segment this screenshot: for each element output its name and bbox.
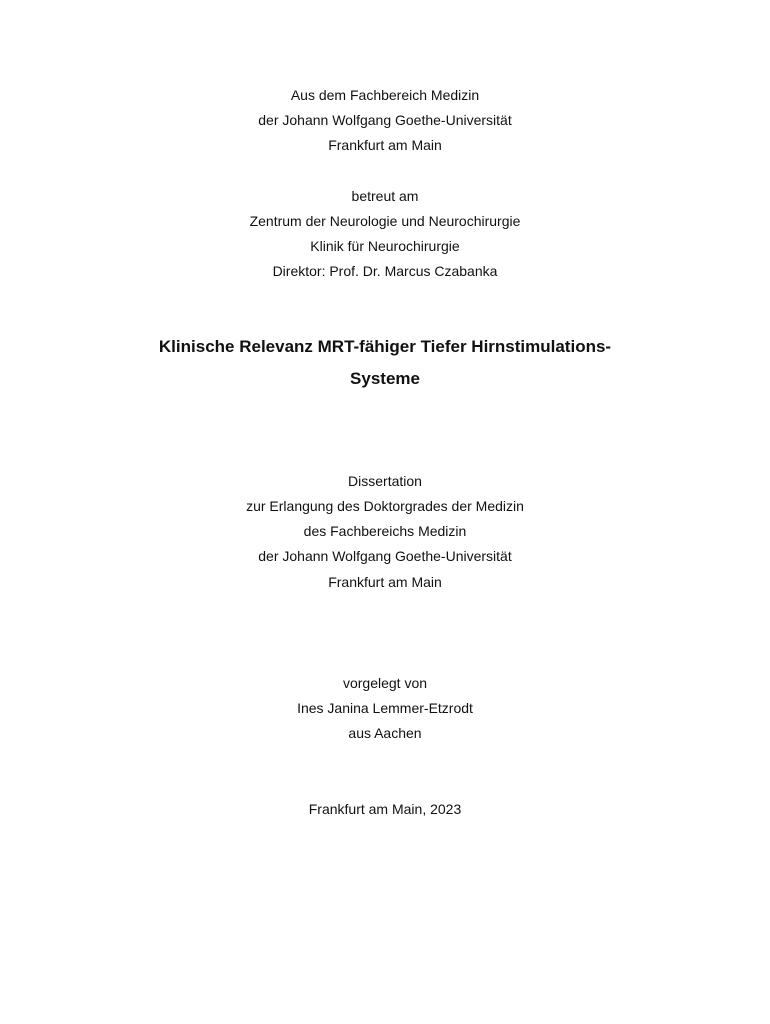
city-line-2: Frankfurt am Main [328, 574, 442, 590]
faculty-line: Aus dem Fachbereich Medizin [290, 87, 480, 103]
dissertation-label: Dissertation [348, 473, 422, 489]
city-line: Frankfurt am Main [328, 137, 442, 153]
degree-line: zur Erlangung des Doktorgrades der Medizin [246, 498, 524, 514]
title-line-1: Klinische Relevanz MRT-fähiger Tiefer Hirnstimulations- [158, 337, 612, 356]
supervised-at-line: betreut am [351, 188, 419, 204]
center-line: Zentrum der Neurologie und Neurochirurgie [249, 213, 521, 229]
university-line-2: der Johann Wolfgang Goethe-Universität [258, 548, 512, 564]
director-line: Direktor: Prof. Dr. Marcus Czabanka [272, 263, 498, 279]
title-line-2: Systeme [350, 369, 420, 388]
submitted-by-line: vorgelegt von [342, 675, 428, 691]
faculty-line-2: des Fachbereichs Medizin [303, 523, 467, 539]
author-name: Ines Janina Lemmer-Etzrodt [297, 700, 473, 716]
university-line: der Johann Wolfgang Goethe-Universität [258, 112, 512, 128]
clinic-line: Klinik für Neurochirurgie [310, 238, 460, 254]
author-origin: aus Aachen [348, 725, 422, 741]
place-date-line: Frankfurt am Main, 2023 [308, 801, 462, 817]
